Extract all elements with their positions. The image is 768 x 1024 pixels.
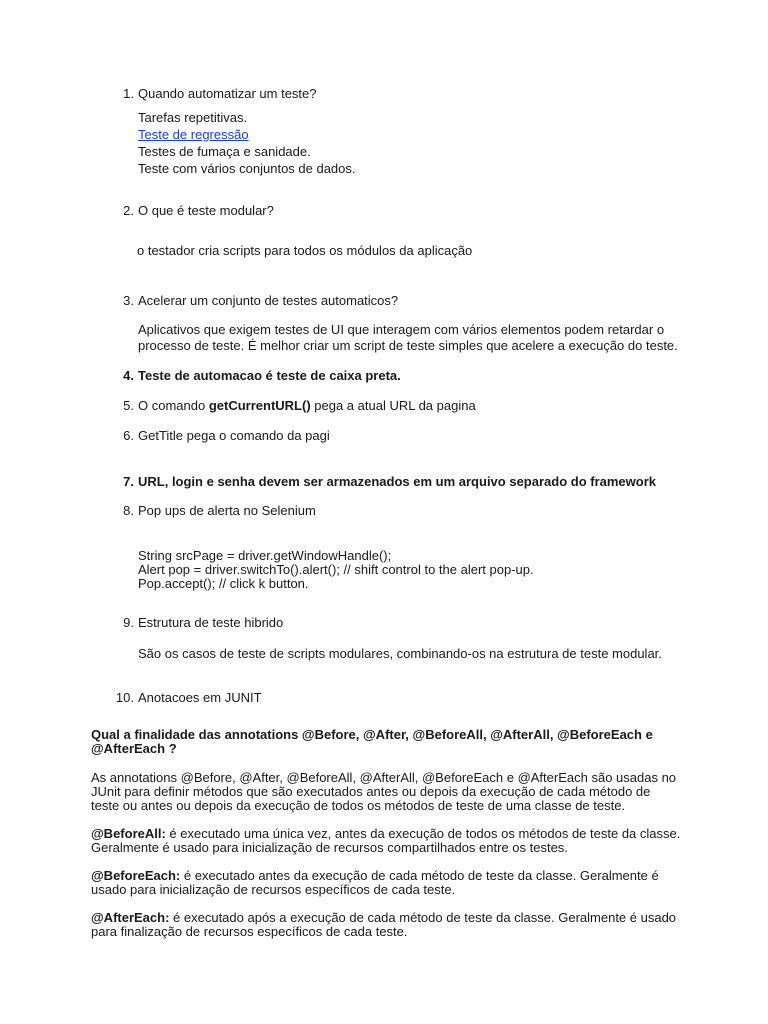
list-item-statement: URL, login e senha devem ser armazenados em um arquivo separado do framework bbox=[138, 474, 656, 489]
code-line: Alert pop = driver.switchTo().alert(); // shift control to the alert pop-up. bbox=[138, 562, 534, 577]
code-line: String srcPage = driver.getWindowHandle(); bbox=[138, 548, 392, 563]
list-item-statement: GetTitle pega o comando da pagi bbox=[138, 428, 330, 443]
answer-9: São os casos de teste de scripts modulares, combinando-os na estrutura de teste modular. bbox=[138, 646, 662, 661]
answer-line: Testes de fumaça e sanidade. bbox=[138, 144, 311, 159]
list-item-statement: O comando getCurrentURL() pega a atual URL da pagina bbox=[138, 398, 476, 413]
list-number: 7. bbox=[123, 474, 134, 489]
list-item-statement: Pop ups de alerta no Selenium bbox=[138, 503, 316, 518]
junit-question: Qual a finalidade das annotations @Before, @After, @BeforeAll, @AfterAll, @BeforeEach e @AfterEach ? bbox=[91, 727, 653, 756]
list-number: 10. bbox=[115, 690, 134, 705]
beforeeach-paragraph: @BeforeEach: é executado antes da execução de cada método de teste da classe. Geralmente é usado para inicialização de recursos específicos de cada teste. bbox=[91, 868, 659, 897]
annotation-label: @BeforeAll: bbox=[91, 826, 166, 841]
list-number: 8. bbox=[123, 503, 134, 518]
list-number: 1. bbox=[123, 86, 134, 101]
answer-line: processo de teste. É melhor criar um script de teste simples que acelere a execução do teste. bbox=[138, 338, 678, 353]
code-snippet bbox=[138, 549, 534, 591]
list-number: 6. bbox=[123, 428, 134, 443]
answer-line: Aplicativos que exigem testes de UI que interagem com vários elementos podem retardar o bbox=[138, 322, 665, 337]
list-item-question: Acelerar um conjunto de testes automaticos? bbox=[138, 293, 399, 308]
answer-line: Teste com vários conjuntos de dados. bbox=[138, 161, 356, 176]
aftereach-paragraph: @AfterEach: é executado após a execução de cada método de teste da classe. Geralmente é usado para finalização de recursos específicos de cada teste. bbox=[91, 910, 677, 939]
list-number: 4. bbox=[123, 368, 134, 383]
code-line: Pop.accept(); // click k button. bbox=[138, 576, 309, 591]
list-number: 5. bbox=[123, 398, 134, 413]
regression-test-link[interactable]: Teste de regressão bbox=[138, 127, 249, 142]
list-number: 3. bbox=[123, 293, 134, 308]
list-number: 2. bbox=[123, 203, 134, 218]
list-item-statement: Anotacoes em JUNIT bbox=[138, 690, 262, 705]
list-number: 9. bbox=[123, 615, 134, 630]
list-item-statement: Estrutura de teste hibrido bbox=[138, 615, 284, 630]
list-item-question: O que é teste modular? bbox=[138, 203, 274, 218]
junit-intro: As annotations @Before, @After, @BeforeAll, @AfterAll, @BeforeEach e @AfterEach são usadas no JUnit para definir métodos que são executados antes ou depois da execução de cada método de teste ou antes ou depois da execução de todos os métodos de teste de uma classe de teste. bbox=[91, 770, 677, 813]
list-item-question: Quando automatizar um teste? bbox=[138, 86, 317, 101]
method-name: getCurrentURL() bbox=[208, 398, 311, 413]
list-item-statement: Teste de automacao é teste de caixa preta. bbox=[138, 368, 401, 383]
annotation-label: @AfterEach: bbox=[91, 910, 170, 925]
beforeall-paragraph: @BeforeAll: é executado uma única vez, antes da execução de todos os métodos de teste da classe. Geralmente é usado para inicialização de recursos compartilhados entre os testes. bbox=[91, 826, 681, 855]
answer-2: o testador cria scripts para todos os módulos da aplicação bbox=[137, 243, 473, 258]
answer-1 bbox=[138, 109, 356, 177]
answer-3 bbox=[138, 322, 678, 354]
annotation-label: @BeforeEach: bbox=[91, 868, 181, 883]
answer-line: Tarefas repetitivas. bbox=[138, 110, 248, 125]
